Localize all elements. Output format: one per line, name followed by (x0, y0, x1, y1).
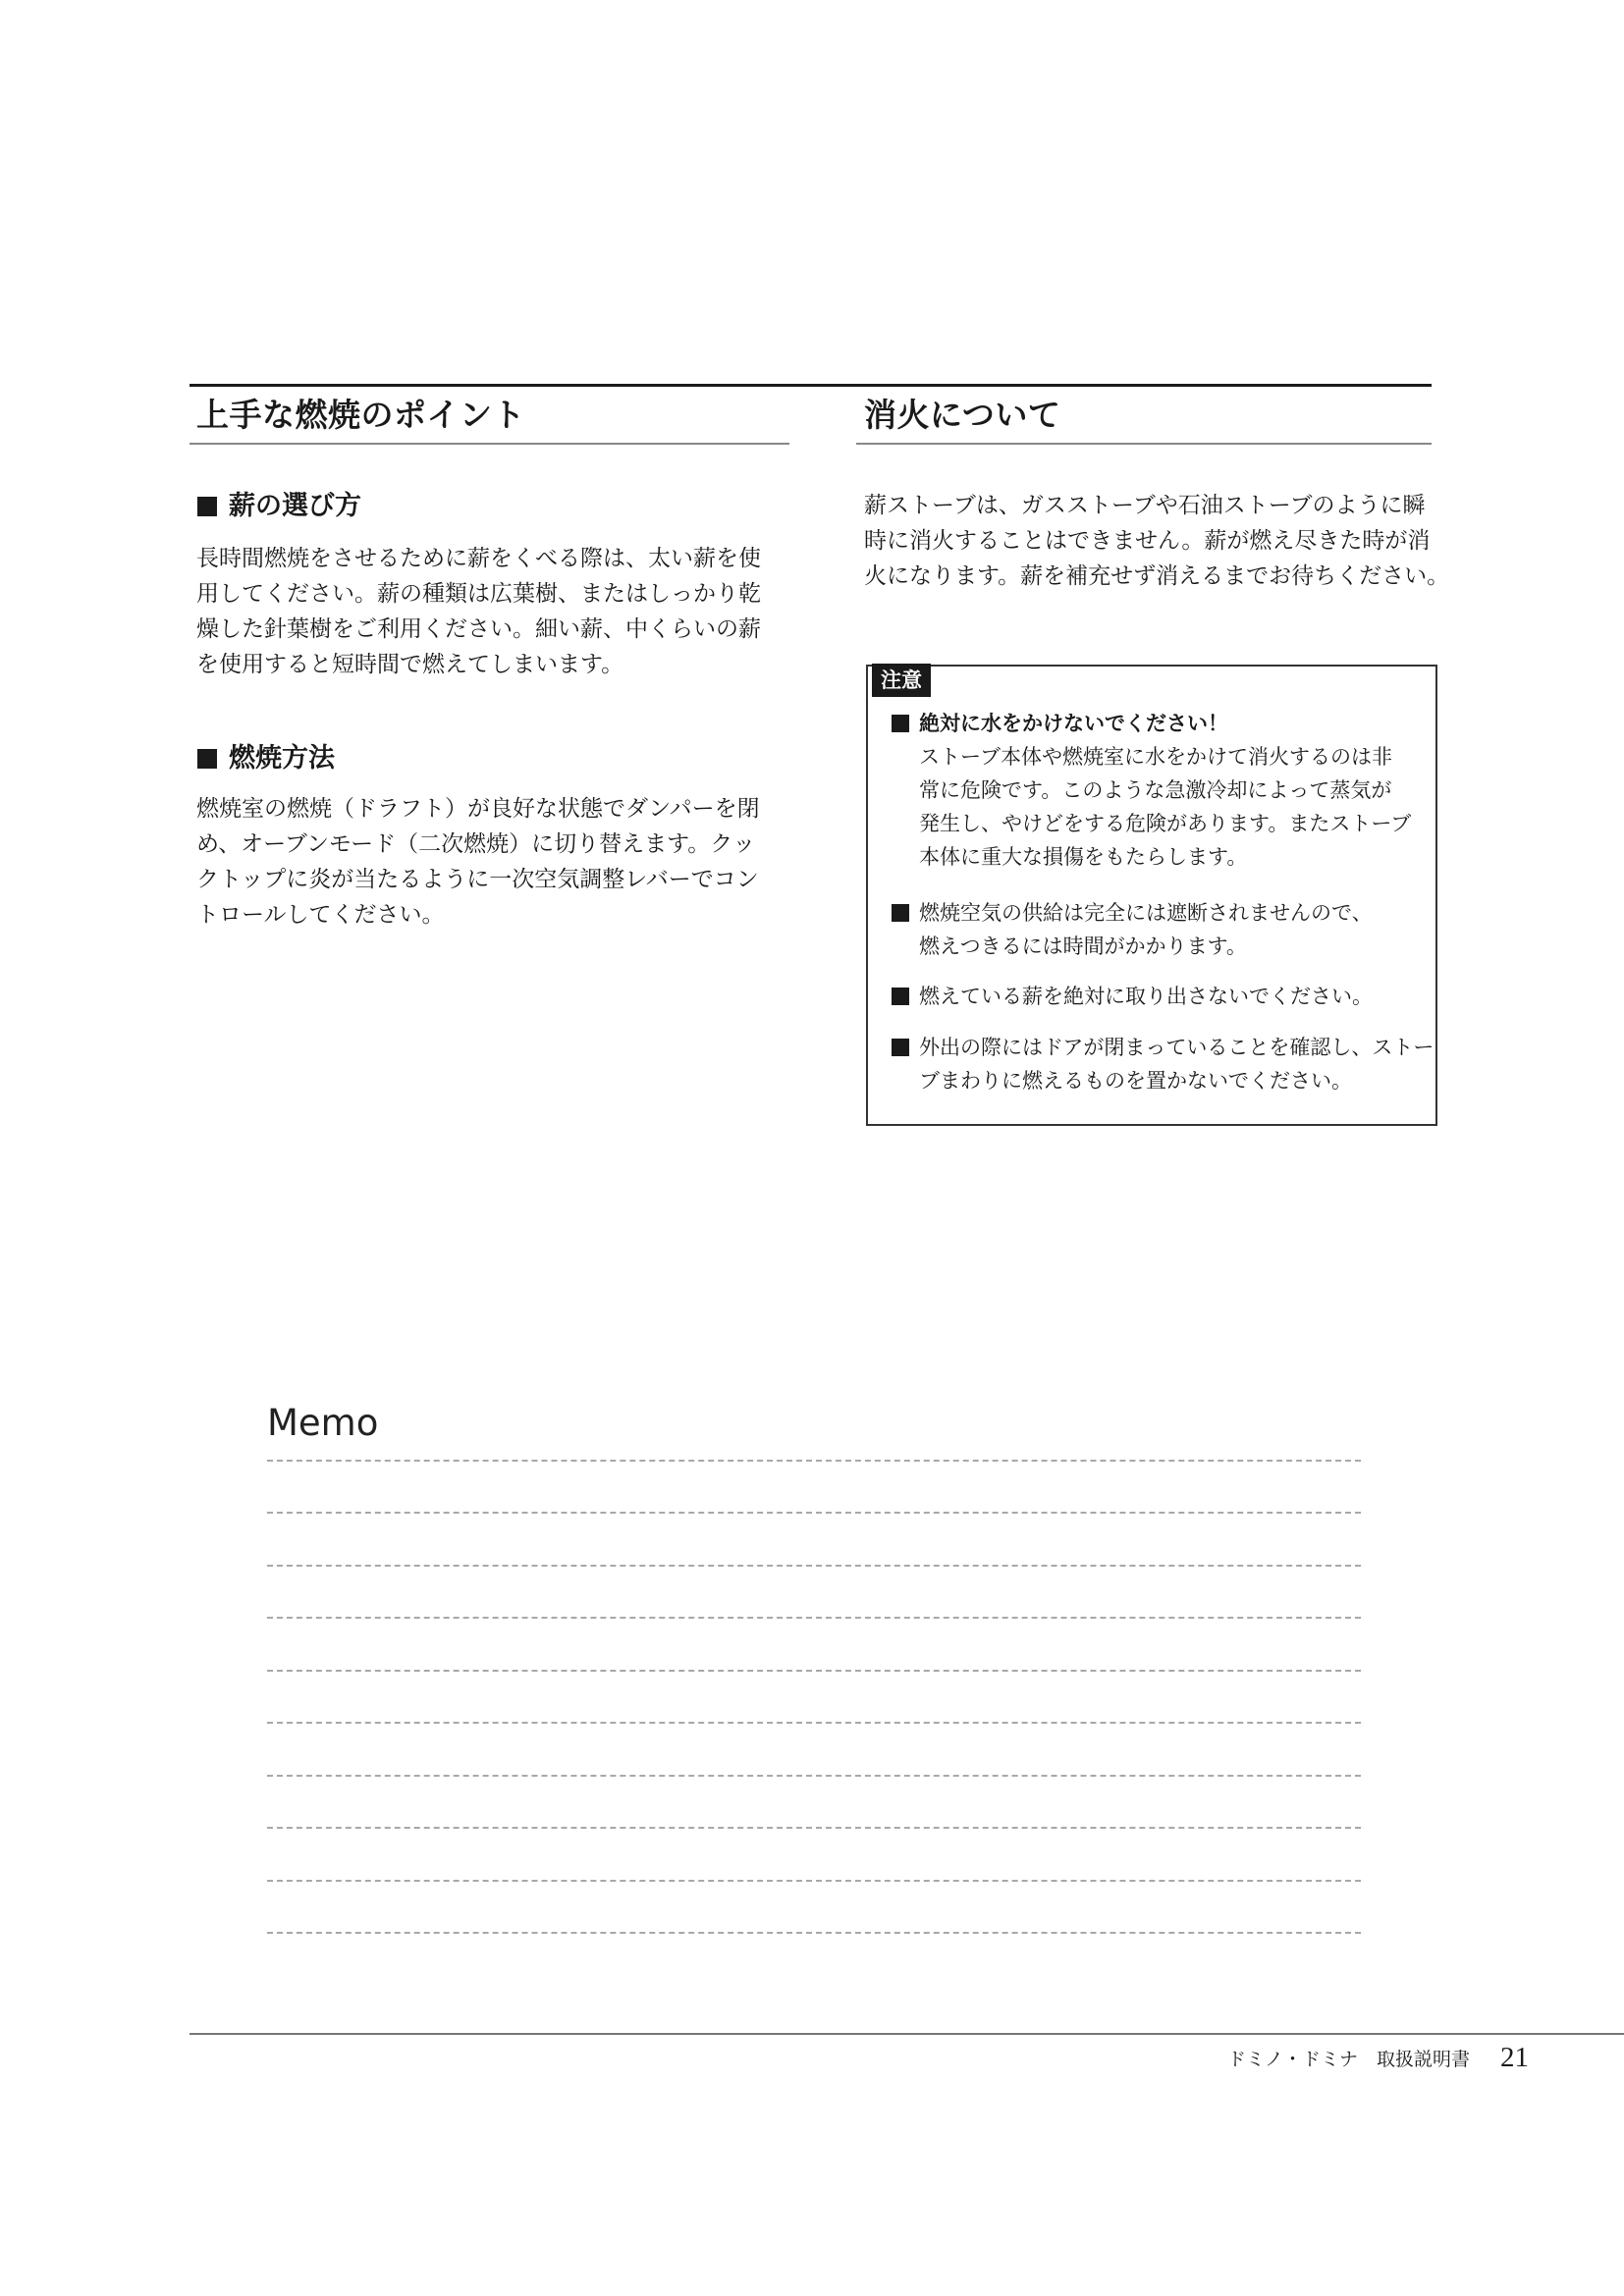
paragraph-line: 燥した針葉樹をご利用ください。細い薪、中くらいの薪 (196, 616, 761, 642)
paragraph-line: 燃焼室の燃焼（ドラフト）が良好な状態でダンパーを閉 (196, 796, 760, 822)
subheading-text: 燃焼方法 (229, 743, 335, 774)
square-bullet-icon (197, 749, 217, 769)
paragraph-line: 用してください。薪の種類は広葉樹、またはしっかり乾 (196, 581, 761, 607)
page-number: 21 (1500, 2042, 1529, 2073)
combustion-method-paragraph (196, 791, 760, 933)
subheading-combustion-method (197, 741, 335, 776)
square-bullet-icon (197, 497, 217, 516)
memo-line (267, 1617, 1361, 1619)
paragraph-line: 薪ストーブは、ガスストーブや石油ストーブのように瞬 (864, 493, 1426, 518)
left-section-title: 上手な燃焼のポイント (196, 396, 525, 434)
caution-item (892, 980, 1373, 1013)
top-rule (189, 384, 1432, 387)
memo-label: Memo (267, 1402, 379, 1444)
caution-line: 発生し、やけどをする危険があります。またストーブ (919, 812, 1412, 835)
caution-item (892, 896, 1373, 963)
caution-item (892, 1031, 1434, 1097)
wood-selection-paragraph (196, 541, 761, 682)
paragraph-line: を使用すると短時間で燃えてしまいます。 (196, 652, 624, 677)
caution-line: 外出の際にはドアが閉まっていることを確認し、ストー (919, 1036, 1435, 1059)
caution-line: 常に危険です。このような急激冷却によって蒸気が (919, 778, 1392, 802)
caution-line: ブまわりに燃えるものを置かないでください。 (919, 1069, 1352, 1093)
paragraph-line: 時に消火することはできません。薪が燃え尽きた時が消 (864, 528, 1431, 554)
paragraph-line: 長時間燃焼をさせるために薪をくべる際は、太い薪を使 (196, 546, 761, 571)
memo-line (267, 1460, 1361, 1462)
square-bullet-icon (892, 988, 909, 1005)
subheading-wood-selection (197, 489, 361, 524)
caution-line: 本体に重大な損傷をもたらします。 (919, 845, 1248, 869)
right-section-title: 消火について (864, 396, 1061, 434)
footer-manual-title: ドミノ・ドミナ 取扱説明書 (1227, 2049, 1471, 2070)
memo-line (267, 1880, 1361, 1882)
memo-line (267, 1722, 1361, 1724)
caution-line: 燃えつきるには時間がかかります。 (919, 934, 1247, 958)
memo-line (267, 1932, 1361, 1934)
caution-line: ストーブ本体や燃焼室に水をかけて消火するのは非 (919, 745, 1392, 769)
extinguishing-paragraph (864, 488, 1449, 594)
paragraph-line: 火になります。薪を補充せず消えるまでお待ちください。 (864, 563, 1450, 589)
square-bullet-icon (892, 715, 909, 732)
caution-heading: 絶対に水をかけないでください！ (919, 712, 1228, 735)
subheading-text: 薪の選び方 (229, 491, 361, 521)
memo-line (267, 1827, 1361, 1829)
caution-label: 注意 (872, 664, 931, 697)
right-heading-underline (856, 443, 1432, 445)
caution-line: 燃えている薪を絶対に取り出さないでください。 (919, 985, 1373, 1008)
caution-item (892, 707, 1411, 874)
memo-line (267, 1512, 1361, 1514)
memo-line (267, 1775, 1361, 1777)
memo-line (267, 1565, 1361, 1567)
footer-rule (189, 2033, 1624, 2035)
square-bullet-icon (892, 1039, 909, 1056)
paragraph-line: クトップに炎が当たるように一次空気調整レバーでコン (196, 867, 759, 892)
caution-line: 燃焼空気の供給は完全には遮断されませんので、 (919, 901, 1373, 925)
square-bullet-icon (892, 904, 909, 922)
memo-line (267, 1670, 1361, 1672)
left-heading-underline (189, 443, 789, 445)
paragraph-line: トロールしてください。 (196, 902, 445, 928)
paragraph-line: め、オーブンモード（二次燃焼）に切り替えます。クッ (196, 831, 756, 857)
